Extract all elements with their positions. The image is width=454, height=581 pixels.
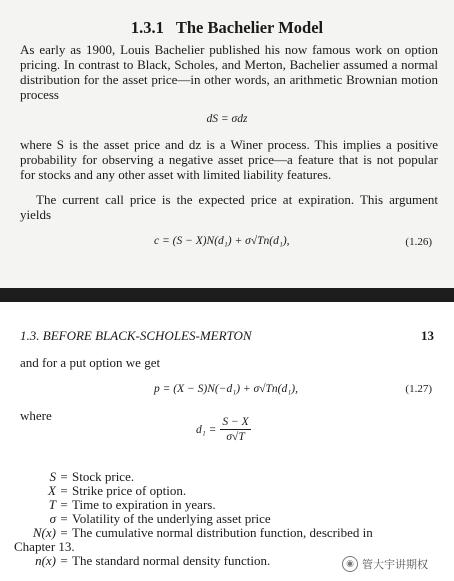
- paragraph-wiener: where S is the asset price and dz is a Winer process. This implies a positive probability for observing a negative asset price—a feature that is not popular for stocks and any other asset with limited liability features.: [20, 137, 438, 182]
- definition-item: n(x) = The standard normal density function.: [14, 554, 432, 568]
- wechat-icon: ◉: [342, 556, 358, 572]
- definition-item: S = Stock price.: [14, 470, 432, 484]
- page-number: 13: [421, 328, 434, 343]
- definition-text: Volatility of the underlying asset price: [72, 511, 271, 526]
- d1-fraction: [220, 416, 250, 443]
- watermark-text: 管大宇讲期权: [362, 558, 428, 571]
- definition-item: X = Strike price of option.: [14, 484, 432, 498]
- definition-text: Strike price of option.: [72, 483, 187, 498]
- equation-number-1-27: (1.27): [405, 383, 432, 395]
- section-number: 1.3.1: [130, 18, 164, 37]
- paragraph-call-price: The current call price is the expected price at expiration. This argument yields: [20, 192, 438, 222]
- equation-d1: [196, 416, 251, 443]
- header-title: 1.3. BEFORE BLACK-SCHOLES-MERTON: [20, 328, 252, 343]
- d1-numerator: S − X: [222, 416, 249, 428]
- d1-lhs: d₁ =: [196, 423, 217, 436]
- definition-text: Stock price.: [72, 469, 135, 484]
- definition-item: σ = Volatility of the underlying asset price: [14, 512, 432, 526]
- definition-item: N(x) = The cumulative normal distribution function, described in: [14, 526, 432, 540]
- text-put-option: and for a put option we get: [20, 355, 161, 370]
- equation-put: p = (X − S)N(−d₁) + σ√Tn(d₁),: [154, 383, 298, 395]
- text-where: where: [20, 408, 52, 423]
- definition-symbol: T: [48, 497, 56, 512]
- definition-symbol: n(x): [35, 553, 56, 568]
- page-divider: [0, 288, 454, 302]
- definitions-list: [14, 470, 432, 568]
- definition-text: Time to expiration in years.: [72, 497, 216, 512]
- equation-number-1-26: (1.26): [405, 236, 432, 248]
- running-header: [20, 328, 434, 344]
- definition-symbol: S: [49, 469, 56, 484]
- definition-continuation: Chapter 13.: [14, 539, 75, 554]
- equation-dS: dS = σdz: [206, 113, 248, 125]
- d1-denominator: σ√T: [226, 431, 245, 443]
- definition-symbol: σ: [49, 511, 56, 526]
- watermark: [342, 556, 428, 572]
- definition-item: T = Time to expiration in years.: [14, 498, 432, 512]
- section-title-text: The Bachelier Model: [175, 18, 324, 37]
- paragraph-intro: As early as 1900, Louis Bachelier published his now famous work on option pricing. In contrast to Black, Scholes, and Merton, Bachelier assumed a normal distribution for the asset price—in other words, an arithmetic Brownian motion process: [20, 42, 438, 102]
- definition-symbol: N(x): [32, 525, 56, 540]
- definition-text: The standard normal density function.: [72, 553, 271, 568]
- definition-symbol: X: [48, 483, 56, 498]
- book-page-top: [0, 0, 454, 288]
- equation-call: c = (S − X)N(d₁) + σ√Tn(d₁),: [154, 235, 290, 247]
- definition-text: The cumulative normal distribution function, described in: [72, 525, 373, 540]
- section-title: [0, 18, 454, 38]
